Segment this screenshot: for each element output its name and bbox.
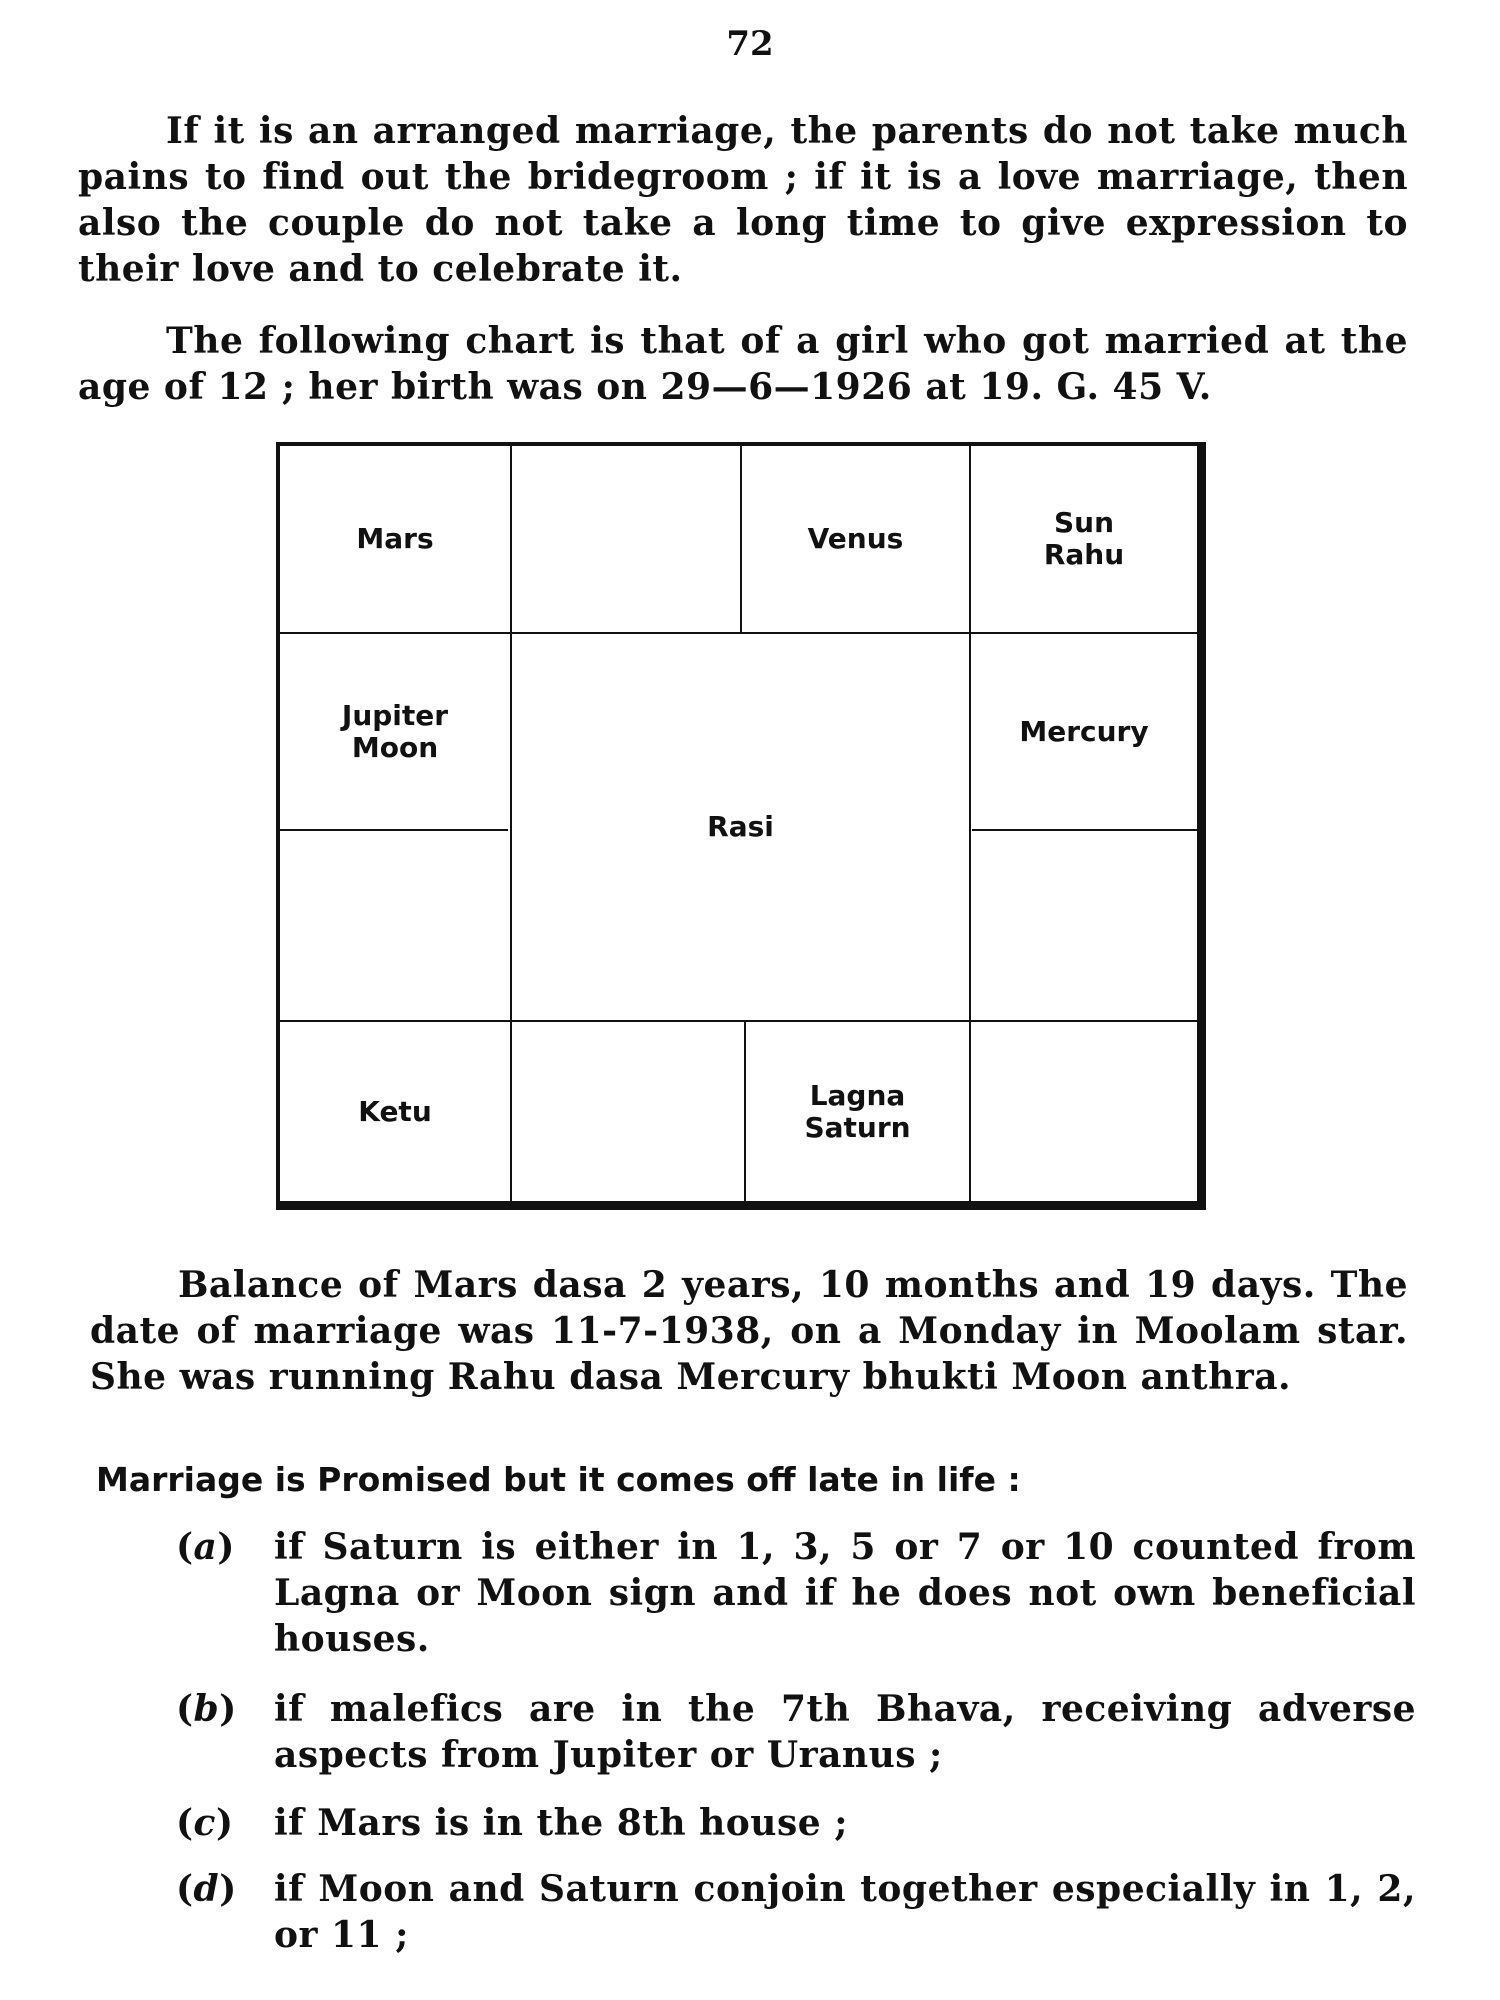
page-number: 72 — [726, 24, 774, 64]
planet-label: Lagna — [809, 1078, 906, 1112]
paragraph-arranged-marriage: If it is an arranged marriage, the parents do not take much pains to find out the bridegroom ; if it is a love marriage, then also the couple do not take a long time to give expression to their love and to celebrate it. — [78, 110, 1408, 290]
condition-item — [176, 1800, 1416, 1846]
chart-house-bottom-1 — [280, 1022, 510, 1201]
condition-text: if malefics are in the 7th Bhava, receiving adverse aspects from Jupiter or Uranus ; — [274, 1688, 1416, 1776]
paragraph-chart-intro: The following chart is that of a girl who got married at the age of 12 ; her birth was on 29—6—1926 at 19. G. 45 V. — [78, 320, 1408, 408]
condition-item — [176, 1866, 1416, 1958]
planet-label: Rahu — [1043, 538, 1125, 571]
chart-house-top-1 — [280, 446, 510, 632]
horoscope-chart — [276, 442, 1206, 1210]
chart-house-top-3 — [742, 446, 969, 632]
chart-grid-line — [280, 829, 508, 831]
rasi-label: Rasi — [707, 810, 774, 843]
chart-house-right-1 — [971, 634, 1197, 829]
condition-item — [176, 1686, 1416, 1778]
condition-text: if Moon and Saturn conjoin together especially in 1, 2, or 11 ; — [274, 1868, 1416, 1956]
condition-marker: (a) — [176, 1526, 235, 1568]
section-heading: Marriage is Promised but it comes off late in life : — [96, 1460, 1021, 1499]
condition-marker: (c) — [176, 1802, 234, 1844]
paragraph-dasa-balance: Balance of Mars dasa 2 years, 10 months and 19 days. The date of marriage was 11-7-1938, on a Monday in Moolam star. She was running Rahu dasa Mercury bhukti Moon anthra. — [90, 1264, 1408, 1398]
planet-label: Mercury — [1019, 714, 1149, 748]
chart-grid-line — [972, 829, 1197, 831]
condition-marker: (d) — [176, 1868, 237, 1910]
chart-house-top-4 — [971, 446, 1197, 632]
chart-house-bottom-3 — [746, 1022, 969, 1201]
chart-center-label — [512, 634, 969, 1020]
planet-label: Mars — [356, 522, 434, 555]
planet-label: Moon — [351, 730, 439, 764]
planet-label: Jupiter — [341, 698, 449, 732]
planet-label: Saturn — [804, 1110, 911, 1144]
condition-text: if Mars is in the 8th house ; — [274, 1802, 848, 1844]
condition-marker: (b) — [176, 1688, 237, 1730]
planet-label: Venus — [807, 522, 904, 555]
condition-text: if Saturn is either in 1, 3, 5 or 7 or 10 counted from Lagna or Moon sign and if he does not own beneficial houses. — [274, 1526, 1416, 1660]
planet-label: Ketu — [358, 1094, 432, 1128]
condition-item — [176, 1524, 1416, 1662]
chart-house-left-1 — [280, 634, 510, 829]
planet-label: Sun — [1053, 506, 1115, 539]
